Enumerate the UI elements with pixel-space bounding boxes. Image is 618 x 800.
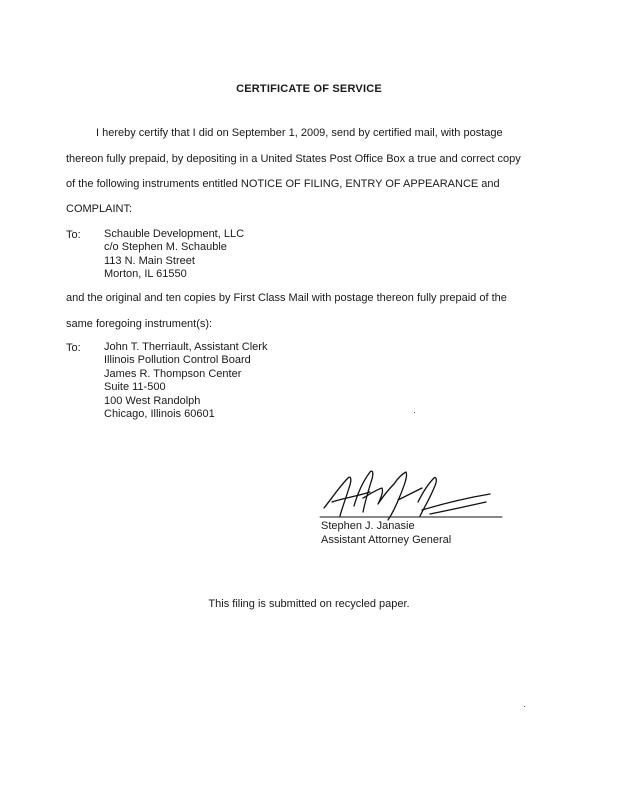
recipient-1-address <box>104 228 244 282</box>
signer-title: Assistant Attorney General <box>321 534 452 546</box>
paragraph-1-line-2: thereon fully prepaid, by depositing in a United States Post Office Box a true and correct copy <box>66 153 521 165</box>
document-title: CERTIFICATE OF SERVICE <box>236 83 382 95</box>
recipient-1-line-4: Morton, IL 61550 <box>104 268 187 281</box>
recipient-2-line-3: James R. Thompson Center <box>104 367 242 380</box>
speck-mark <box>414 412 415 413</box>
recipient-2-line-1: John T. Therriault, Assistant Clerk <box>104 341 268 353</box>
paragraph-2-line-1: and the original and ten copies by First Class Mail with postage thereon fully prepaid of the <box>66 292 507 304</box>
recipient-2-line-2: Illinois Pollution Control Board <box>104 354 251 367</box>
signer-name: Stephen J. Janasie <box>321 520 415 532</box>
recipient-1-line-3: 113 N. Main Street <box>104 254 195 267</box>
to-label-1: To: <box>66 229 81 241</box>
recipient-1-line-2: c/o Stephen M. Schauble <box>104 241 227 254</box>
recipient-1-line-1: Schauble Development, LLC <box>104 228 245 240</box>
paragraph-2-line-2: same foregoing instrument(s): <box>66 318 213 330</box>
handwritten-signature <box>318 458 503 526</box>
to-label-2: To: <box>66 342 81 354</box>
speck-mark <box>524 706 525 707</box>
paragraph-1-line-4: COMPLAINT: <box>66 203 133 215</box>
recipient-2-line-6: Chicago, Illinois 60601 <box>104 408 215 421</box>
recipient-2-address <box>104 341 267 421</box>
recycled-paper-note: This filing is submitted on recycled paper. <box>208 598 410 610</box>
paragraph-1-line-1: I hereby certify that I did on September 1, 2009, send by certified mail, with postage <box>96 127 503 139</box>
signer-block <box>321 519 451 547</box>
recipient-2-line-5: 100 West Randolph <box>104 394 201 407</box>
paragraph-1-line-3: of the following instruments entitled NOTICE OF FILING, ENTRY OF APPEARANCE and <box>66 178 500 190</box>
recipient-2-line-4: Suite 11-500 <box>104 381 166 394</box>
